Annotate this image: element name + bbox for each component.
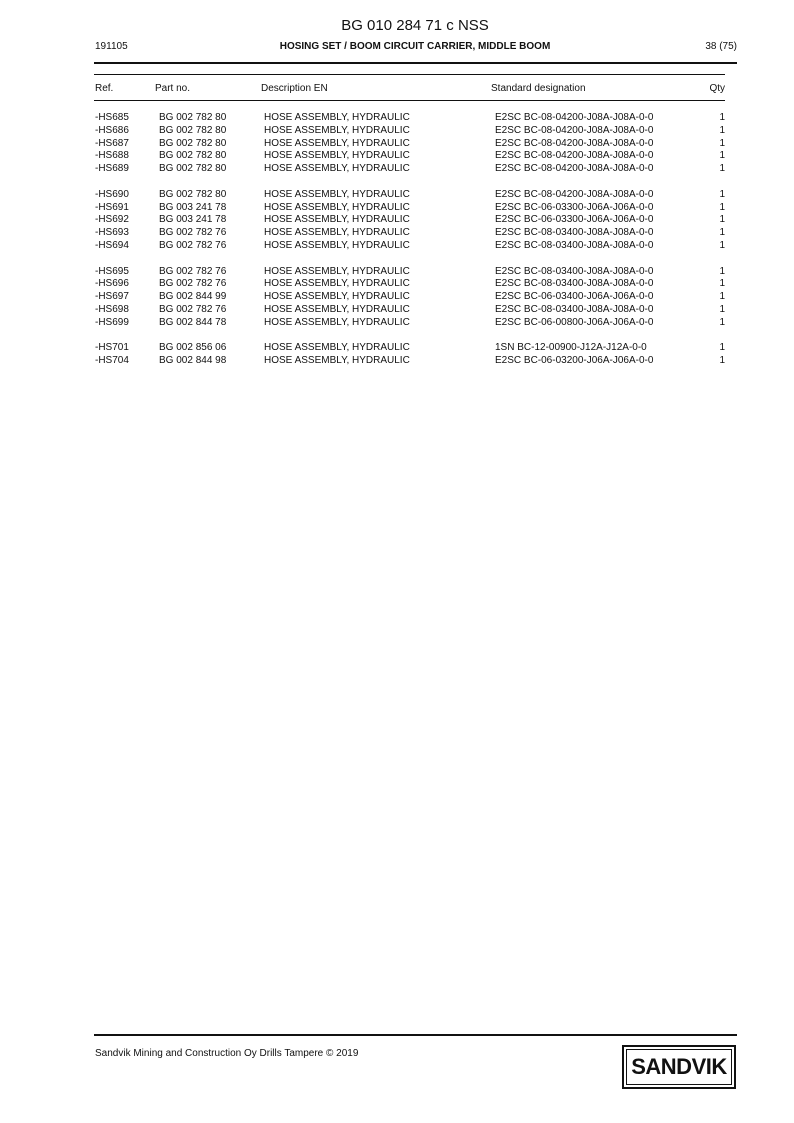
standard-cell: E2SC BC-06-03300-J06A-J06A-0-0 [495, 214, 654, 226]
description-cell: HOSE ASSEMBLY, HYDRAULIC [264, 188, 410, 200]
standard-cell: E2SC BC-08-04200-J08A-J08A-0-0 [495, 112, 654, 123]
description-cell: HOSE ASSEMBLY, HYDRAULIC [264, 239, 410, 251]
qty-cell: 1 [719, 124, 725, 136]
ref-cell: -HS685 [95, 112, 129, 123]
description-cell: HOSE ASSEMBLY, HYDRAULIC [264, 150, 410, 162]
ref-cell: -HS699 [95, 316, 129, 328]
standard-cell: E2SC BC-08-04200-J08A-J08A-0-0 [495, 163, 654, 175]
qty-cell: 1 [719, 342, 725, 354]
standard-cell: E2SC BC-06-03400-J06A-J06A-0-0 [495, 291, 654, 303]
standard-cell: E2SC BC-08-03400-J08A-J08A-0-0 [495, 227, 654, 239]
qty-cell: 1 [719, 188, 725, 200]
standard-cell: E2SC BC-08-04200-J08A-J08A-0-0 [495, 137, 654, 149]
part-no-cell: BG 002 782 80 [159, 163, 227, 175]
qty-cell: 1 [719, 227, 725, 239]
standard-cell: E2SC BC-08-03400-J08A-J08A-0-0 [495, 278, 654, 290]
page-number: 38 (75) [705, 41, 737, 52]
part-no-cell: BG 003 241 78 [159, 201, 227, 213]
column-header-description: Description EN [261, 83, 328, 94]
standard-cell: 1SN BC-12-00900-J12A-J12A-0-0 [495, 342, 647, 354]
table-top-rule [94, 74, 725, 75]
part-no-cell: BG 002 782 76 [159, 239, 227, 251]
table-row [0, 227, 794, 240]
table-row [0, 291, 794, 304]
ref-cell: -HS689 [95, 163, 129, 175]
standard-cell: E2SC BC-06-00800-J06A-J06A-0-0 [495, 316, 654, 328]
table-row [0, 214, 794, 227]
table-row [0, 138, 794, 151]
table-row [0, 266, 794, 279]
table-row [0, 202, 794, 215]
table-row [0, 189, 794, 202]
header-divider [94, 62, 737, 64]
part-no-cell: BG 003 241 78 [159, 214, 227, 226]
part-no-cell: BG 002 782 76 [159, 303, 227, 315]
document-number: BG 010 284 71 c NSS [341, 17, 489, 34]
table-row [0, 317, 794, 330]
standard-cell: E2SC BC-08-03400-J08A-J08A-0-0 [495, 239, 654, 251]
part-no-cell: BG 002 844 98 [159, 355, 227, 367]
description-cell: HOSE ASSEMBLY, HYDRAULIC [264, 342, 410, 354]
table-row [0, 304, 794, 317]
column-header-part-no: Part no. [155, 83, 191, 94]
part-no-cell: BG 002 782 80 [159, 150, 227, 162]
description-cell: HOSE ASSEMBLY, HYDRAULIC [264, 265, 410, 277]
qty-cell: 1 [719, 239, 725, 251]
description-cell: HOSE ASSEMBLY, HYDRAULIC [264, 278, 410, 290]
sandvik-logo [622, 1045, 736, 1089]
part-no-cell: BG 002 856 06 [159, 342, 227, 354]
description-cell: HOSE ASSEMBLY, HYDRAULIC [264, 291, 410, 303]
qty-cell: 1 [719, 214, 725, 226]
description-cell: HOSE ASSEMBLY, HYDRAULIC [264, 124, 410, 136]
qty-cell: 1 [719, 316, 725, 328]
standard-cell: E2SC BC-08-04200-J08A-J08A-0-0 [495, 150, 654, 162]
date-code: 191105 [95, 41, 128, 52]
qty-cell: 1 [719, 112, 725, 123]
table-row [0, 240, 794, 253]
standard-cell: E2SC BC-08-03400-J08A-J08A-0-0 [495, 303, 654, 315]
ref-cell: -HS693 [95, 227, 129, 239]
parts-table [0, 112, 794, 368]
part-no-cell: BG 002 782 76 [159, 278, 227, 290]
qty-cell: 1 [719, 163, 725, 175]
part-no-cell: BG 002 782 76 [159, 227, 227, 239]
ref-cell: -HS686 [95, 124, 129, 136]
part-no-cell: BG 002 844 99 [159, 291, 227, 303]
ref-cell: -HS694 [95, 239, 129, 251]
table-row [0, 278, 794, 291]
part-no-cell: BG 002 782 80 [159, 137, 227, 149]
part-no-cell: BG 002 782 80 [159, 188, 227, 200]
ref-cell: -HS692 [95, 214, 129, 226]
ref-cell: -HS687 [95, 137, 129, 149]
ref-cell: -HS696 [95, 278, 129, 290]
description-cell: HOSE ASSEMBLY, HYDRAULIC [264, 214, 410, 226]
ref-cell: -HS701 [95, 342, 129, 354]
ref-cell: -HS690 [95, 188, 129, 200]
qty-cell: 1 [719, 150, 725, 162]
part-no-cell: BG 002 782 80 [159, 124, 227, 136]
table-row [0, 150, 794, 163]
footer-divider [94, 1034, 737, 1036]
ref-cell: -HS697 [95, 291, 129, 303]
description-cell: HOSE ASSEMBLY, HYDRAULIC [264, 137, 410, 149]
description-cell: HOSE ASSEMBLY, HYDRAULIC [264, 355, 410, 367]
qty-cell: 1 [719, 201, 725, 213]
part-no-cell: BG 002 844 78 [159, 316, 227, 328]
description-cell: HOSE ASSEMBLY, HYDRAULIC [264, 227, 410, 239]
part-no-cell: BG 002 782 80 [159, 112, 227, 123]
standard-cell: E2SC BC-08-04200-J08A-J08A-0-0 [495, 124, 654, 136]
qty-cell: 1 [719, 291, 725, 303]
part-no-cell: BG 002 782 76 [159, 265, 227, 277]
table-header-rule [94, 100, 725, 101]
description-cell: HOSE ASSEMBLY, HYDRAULIC [264, 303, 410, 315]
column-header-ref: Ref. [95, 83, 114, 94]
ref-cell: -HS704 [95, 355, 129, 367]
description-cell: HOSE ASSEMBLY, HYDRAULIC [264, 201, 410, 213]
standard-cell: E2SC BC-08-04200-J08A-J08A-0-0 [495, 188, 654, 200]
column-header-standard: Standard designation [491, 83, 586, 94]
ref-cell: -HS698 [95, 303, 129, 315]
ref-cell: -HS691 [95, 201, 129, 213]
table-row [0, 355, 794, 368]
qty-cell: 1 [719, 355, 725, 367]
table-row [0, 342, 794, 355]
description-cell: HOSE ASSEMBLY, HYDRAULIC [264, 112, 410, 123]
description-cell: HOSE ASSEMBLY, HYDRAULIC [264, 316, 410, 328]
standard-cell: E2SC BC-08-03400-J08A-J08A-0-0 [495, 265, 654, 277]
qty-cell: 1 [719, 303, 725, 315]
column-header-qty: Qty [709, 83, 725, 94]
standard-cell: E2SC BC-06-03300-J06A-J06A-0-0 [495, 201, 654, 213]
table-row [0, 112, 794, 125]
standard-cell: E2SC BC-06-03200-J06A-J06A-0-0 [495, 355, 654, 367]
logo-text: SANDVIK [631, 1054, 727, 1079]
table-row [0, 125, 794, 138]
footer-copyright: Sandvik Mining and Construction Oy Drills Tampere © 2019 [95, 1048, 359, 1059]
page-title: HOSING SET / BOOM CIRCUIT CARRIER, MIDDLE BOOM [279, 41, 551, 52]
ref-cell: -HS688 [95, 150, 129, 162]
table-row [0, 163, 794, 176]
description-cell: HOSE ASSEMBLY, HYDRAULIC [264, 163, 410, 175]
ref-cell: -HS695 [95, 265, 129, 277]
logo-frame [626, 1049, 732, 1085]
qty-cell: 1 [719, 137, 725, 149]
qty-cell: 1 [719, 265, 725, 277]
qty-cell: 1 [719, 278, 725, 290]
